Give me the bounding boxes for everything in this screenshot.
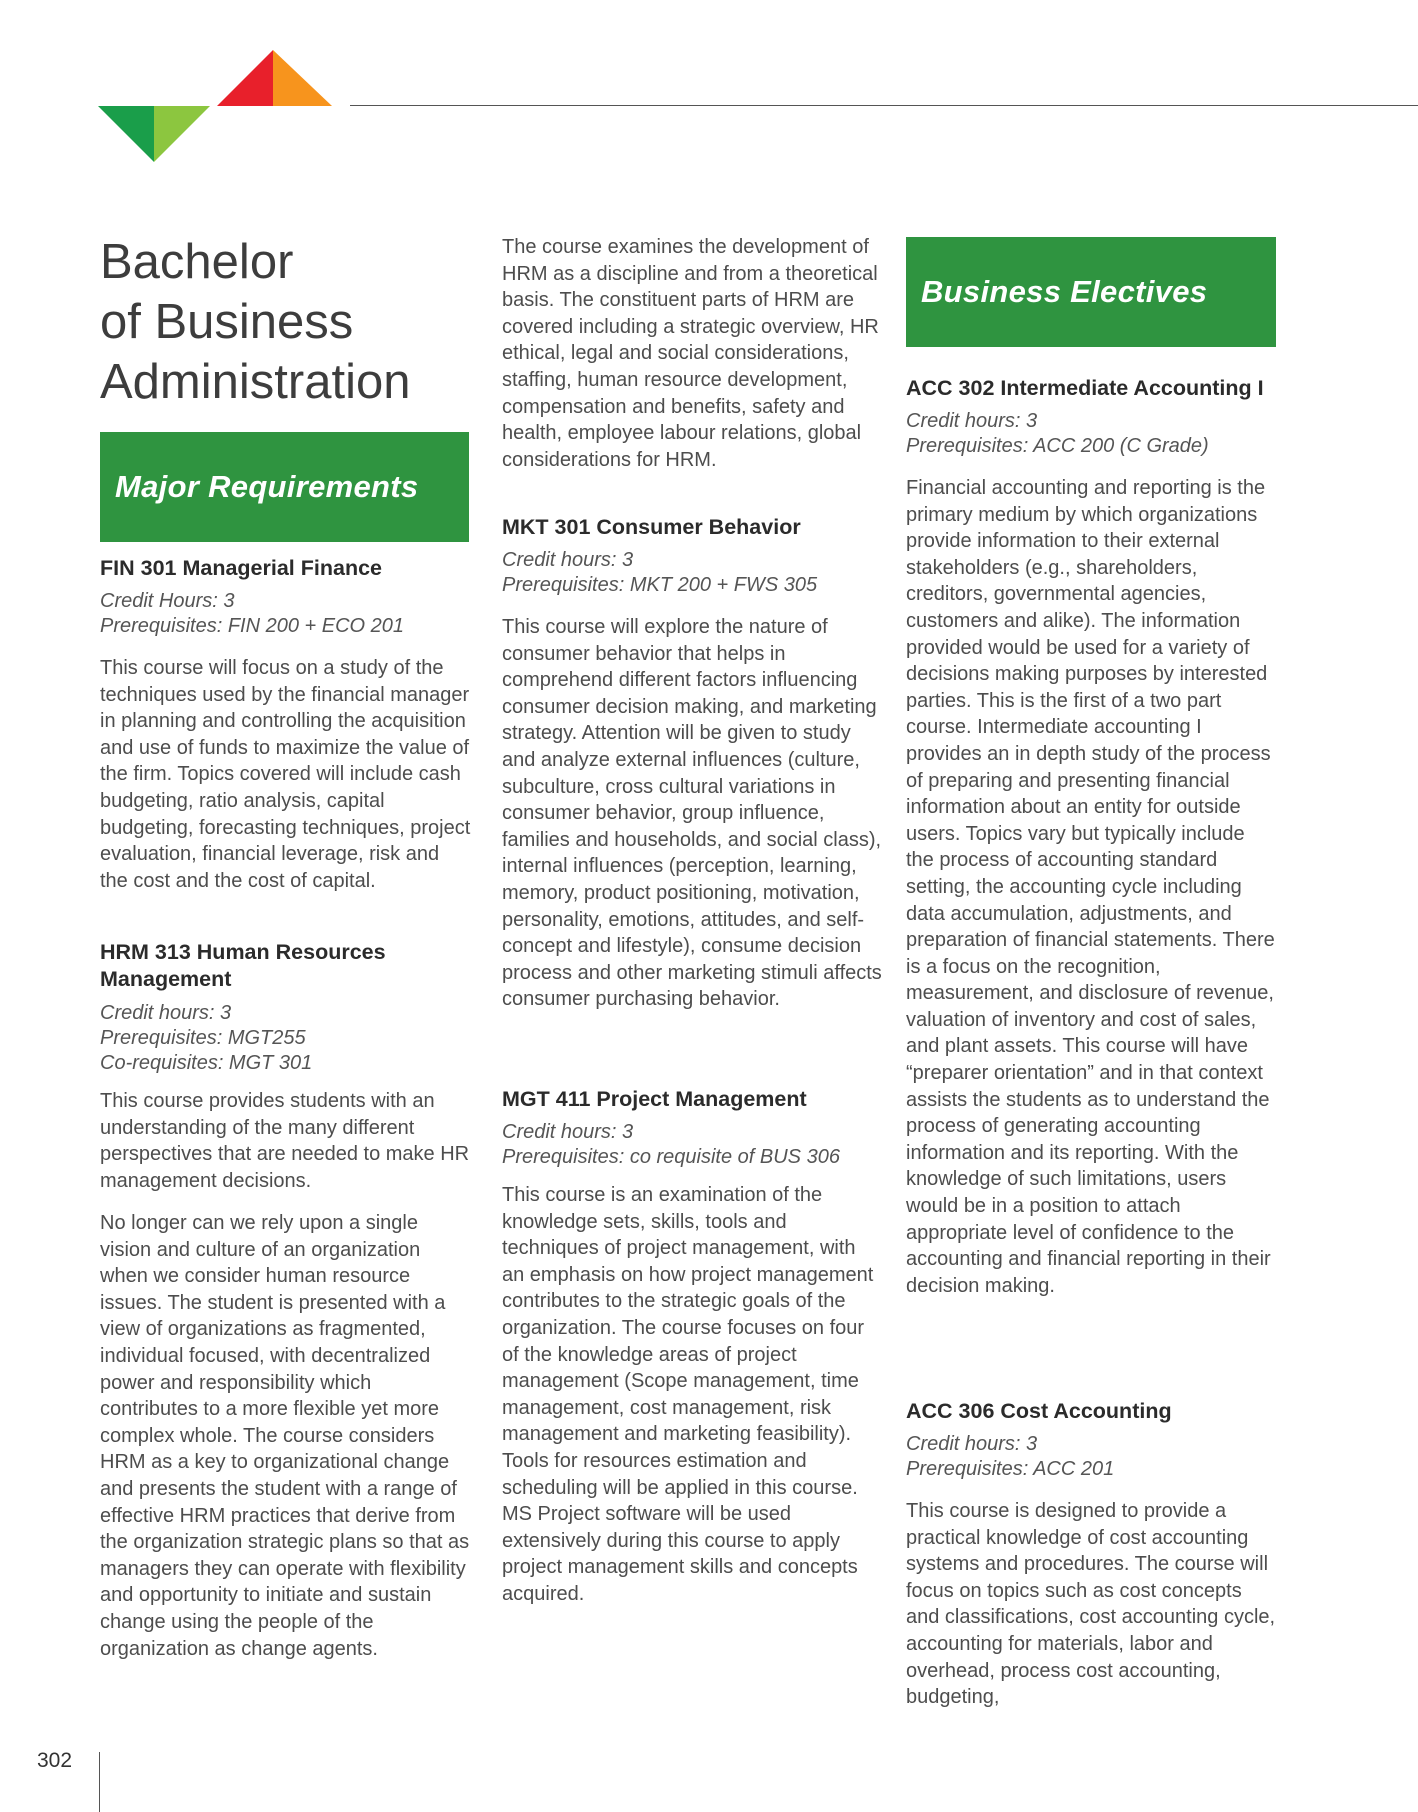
- prerequisites: Prerequisites: co requisite of BUS 306: [502, 1146, 840, 1168]
- course-meta-acc306: [906, 1432, 1114, 1482]
- course-title-mkt301: MKT 301 Consumer Behavior: [502, 515, 801, 539]
- prerequisites: Prerequisites: MKT 200 + FWS 305: [502, 574, 818, 596]
- credit-hours: Credit hours: 3: [906, 410, 1038, 432]
- course-meta-acc302: [906, 409, 1209, 459]
- major-requirements-banner: Major Requirements: [100, 432, 469, 542]
- course-description-acc306: This course is designed to provide a practical knowledge of cost accounting systems and procedures. The course will focus on topics such as cost concepts and classifications, cost accounting cycle, accounting for materials, labor and overhead, process cost accounting, budgeting,: [906, 1500, 1276, 1709]
- course-title-acc302: ACC 302 Intermediate Accounting I: [906, 376, 1264, 400]
- business-electives-banner: Business Electives: [906, 237, 1276, 347]
- prerequisites: Prerequisites: ACC 200 (C Grade): [906, 435, 1209, 457]
- course-description-hrm313-3: The course examines the development of HRM as a discipline and from a theoretical basis. The constituent parts of HRM are covered including a strategic overview, HR ethical, legal and social considerations, staffing, human resource development, compensation and benefits, safety and health, employee labour relations, global considerations for HRM.: [502, 236, 879, 471]
- course-meta-fin301: [100, 589, 404, 639]
- logo-light-green-triangle: [154, 106, 210, 162]
- prerequisites: Prerequisites: ACC 201: [906, 1458, 1115, 1480]
- footer-rule: [99, 1752, 100, 1812]
- prerequisites: Prerequisites: MGT255: [100, 1027, 306, 1049]
- credit-hours: Credit hours: 3: [502, 1121, 634, 1143]
- course-title-mgt411: MGT 411 Project Management: [502, 1087, 807, 1111]
- course-description-fin301: This course will focus on a study of the techniques used by the financial manager in planning and controlling the acquisition and use of funds to maximize the value of the firm. Topics covered will include cash budgeting, ratio analysis, capital budgeting, forecasting techniques, project evaluation, financial leverage, risk and the cost and the cost of capital.: [100, 657, 471, 892]
- course-meta-mgt411: [502, 1120, 840, 1170]
- course-title-hrm313: HRM 313 Human Resources Management: [100, 940, 386, 991]
- course-title-fin301: FIN 301 Managerial Finance: [100, 556, 382, 580]
- logo-red-triangle: [217, 50, 273, 106]
- course-description-mkt301: This course will explore the nature of consumer behavior that helps in comprehend different factors influencing consumer decision making, and marketing strategy. Attention will be given to study and analyze external influences (culture, subculture, cross cultural variations in consumer behavior, group influence, families and households, and social class), internal influences (perception, learning, memory, product positioning, motivation, personality, emotions, attitudes, and self-concept and lifestyle), consume decision process and other marketing stimuli affects consumer purchasing behavior.: [502, 616, 882, 1011]
- logo-dark-green-triangle: [98, 106, 154, 162]
- course-meta-mkt301: [502, 548, 817, 598]
- course-description-mgt411: This course is an examination of the knowledge sets, skills, tools and techniques of project management, with an emphasis on how project management contributes to the strategic goals of the organization. The course focuses on four of the knowledge areas of project management (Scope management, time management, cost management, risk management and marketing feasibility). Tools for resources estimation and scheduling will be applied in this course. MS Project software will be used extensively during this course to apply project management skills and concepts acquired.: [502, 1184, 874, 1605]
- header-rule: [350, 105, 1418, 106]
- course-description-acc302: Financial accounting and reporting is the primary medium by which organizations provide information to their external stakeholders (e.g., shareholders, creditors, governmental agencies, customers and alike). The information provided would be used for a variety of decisions making purposes by interested parties. This is the first of a two part course. Intermediate accounting I provides an in depth study of the process of preparing and presenting financial information about an entity for outside users. Topics vary but typically include the process of accounting standard setting, the accounting cycle including data accumulation, adjustments, and preparation of financial statements. There is a focus on the recognition, measurement, and disclosure of revenue, valuation of inventory and cost of sales, and plant assets. This course will have “preparer orientation” and in that context assists the students as to understand the process of generating accounting information and its reporting. With the knowledge of such limitations, users would be in a position to attach appropriate level of confidence to the accounting and financial reporting in their decision making.: [906, 477, 1275, 1297]
- credit-hours: Credit hours: 3: [502, 549, 634, 571]
- course-description-hrm313: This course provides students with an understanding of the many different perspectives that are needed to make HR management decisions.: [100, 1090, 470, 1192]
- brand-logo: [98, 50, 334, 162]
- prerequisites: Prerequisites: FIN 200 + ECO 201: [100, 615, 405, 637]
- credit-hours: Credit Hours: 3: [100, 590, 235, 612]
- corequisites: Co-requisites: MGT 301: [100, 1052, 313, 1074]
- credit-hours: Credit hours: 3: [100, 1002, 232, 1024]
- logo-orange-triangle: [273, 50, 332, 106]
- course-title-acc306: ACC 306 Cost Accounting: [906, 1399, 1172, 1423]
- course-description-hrm313-2: No longer can we rely upon a single vision and culture of an organization when we consider human resource issues. The student is presented with a view of organizations as fragmented, individual focused, with decentralized power and responsibility which contributes to a more flexible yet more complex whole. The course considers HRM as a key to organizational change and presents the student with a range of effective HRM practices that derive from the organization strategic plans so that as managers they can operate with flexibility and opportunity to initiate and sustain change using the people of the organization as change agents.: [100, 1212, 470, 1660]
- course-meta-hrm313: [100, 1001, 312, 1076]
- page-title: Bachelor of Business Administration: [100, 235, 411, 409]
- credit-hours: Credit hours: 3: [906, 1433, 1038, 1455]
- page-number: 302: [37, 1749, 73, 1772]
